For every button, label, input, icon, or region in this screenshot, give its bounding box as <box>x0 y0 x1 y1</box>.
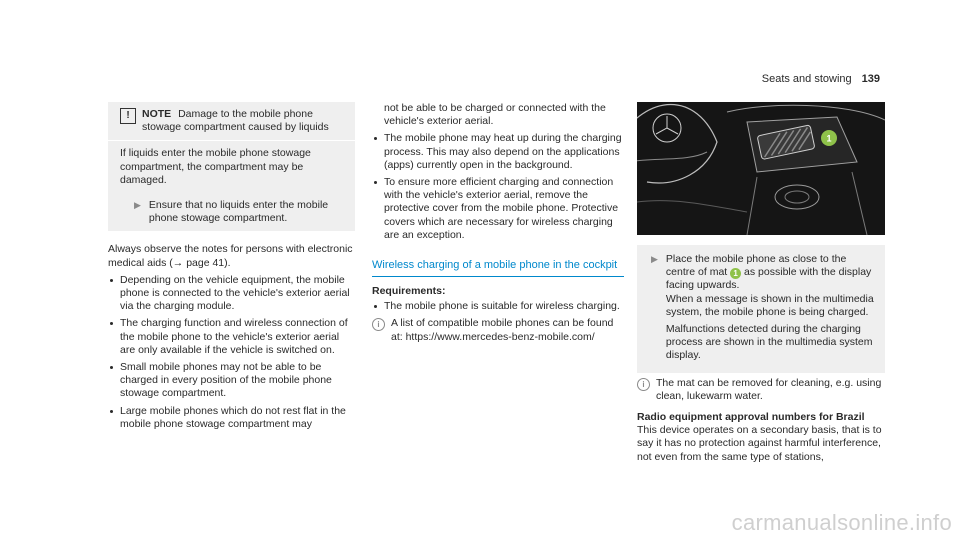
list-item: The mobile phone may heat up during the charging process. This may also depend on the applications (apps) currently open in the background. <box>372 132 624 172</box>
section-heading: Wireless charging of a mobile phone in the cockpit <box>372 258 624 277</box>
note-heading <box>142 108 346 134</box>
list-item: Large mobile phones which do not rest flat in the mobile phone stowage compartment may <box>108 405 355 431</box>
step-text-start: Place the mobile phone as close to the centre of mat <box>665 253 847 279</box>
step-text-malfunction: Malfunctions detected during the charging process are shown in the multimedia system display. <box>665 323 873 362</box>
watermark: carmanualsonline.info <box>731 509 952 535</box>
step-text <box>666 253 877 319</box>
note-step-text: Ensure that no liquids enter the mobile phone stowage compartment. <box>148 199 329 225</box>
info-text: The mat can be removed for cleaning, e.g. using clean, lukewarm water. <box>656 376 882 402</box>
note-header <box>120 108 346 134</box>
note-box <box>108 102 355 231</box>
radio-approval-heading: Radio equipment approval numbers for Brazil <box>637 411 865 424</box>
instruction-step <box>637 245 885 373</box>
list-item: The charging function and wireless connection of the mobile phone to the vehicle's exterior aerial are only available if the vehicle is switched on. <box>108 317 355 357</box>
column-middle <box>372 102 624 344</box>
requirements-list <box>372 300 624 313</box>
note-step <box>120 199 346 225</box>
note-body <box>120 147 346 187</box>
requirements-heading: Requirements: <box>372 285 446 298</box>
step-text-end: as possible with the display facing upwards. <box>665 266 872 292</box>
info-note <box>637 377 885 403</box>
radio-approval-text: This device operates on a secondary basis, that is to say it has no protection against harmful interference, not even from the same type of stations, <box>637 424 882 463</box>
info-icon: i <box>372 318 385 331</box>
bullet-list <box>372 132 624 242</box>
step-row <box>651 253 877 367</box>
note-title: NOTE <box>142 108 172 120</box>
warning-icon: ! <box>120 108 136 124</box>
page-header <box>762 73 880 86</box>
play-arrow-icon: ▶ <box>134 200 141 211</box>
step-text-charging: When a message is shown in the multimedia system, the mobile phone is being charged. <box>665 292 874 318</box>
list-item: To ensure more efficient charging and connection with the vehicle's exterior aerial, remove the protective cover from the mobile phone. Protective covers which are necessary for wireless charging are an exception. <box>372 176 624 242</box>
intro-paragraph: Always observe the notes for persons with electronic medical aids (→ page 41). <box>108 243 353 269</box>
note-title-text: Damage to the mobile phone stowage compartment caused by liquids <box>142 108 329 134</box>
list-item: Small mobile phones may not be able to be charged in every position of the mobile phone stowage compartment. <box>108 361 355 401</box>
info-text: A list of compatible mobile phones can be found at: https://www.mercedes-benz-mobile.com/ <box>391 317 614 343</box>
play-arrow-icon: ▶ <box>651 254 658 264</box>
step-content <box>666 253 877 367</box>
note-divider <box>108 140 355 141</box>
page-number: 139 <box>861 73 880 85</box>
list-item: The mobile phone is suitable for wireless charging. <box>372 300 624 313</box>
cockpit-drawing <box>637 102 885 235</box>
cockpit-illustration <box>637 102 885 235</box>
note-text: If liquids enter the mobile phone stowage compartment, the compartment may be damaged. <box>120 147 311 186</box>
column-right <box>637 102 885 464</box>
info-icon: i <box>637 378 650 391</box>
mat-number-badge: 1 <box>730 268 741 279</box>
continued-text: not be able to be charged or connected with the vehicle's exterior aerial. <box>384 102 606 128</box>
svg-text:1: 1 <box>826 133 832 144</box>
section-title: Seats and stowing <box>761 73 852 85</box>
info-note <box>372 317 624 343</box>
column-left <box>108 102 355 435</box>
bullet-list <box>108 274 355 431</box>
list-item: Depending on the vehicle equipment, the mobile phone is connected to the vehicle's exterior aerial via the charging module. <box>108 274 355 314</box>
